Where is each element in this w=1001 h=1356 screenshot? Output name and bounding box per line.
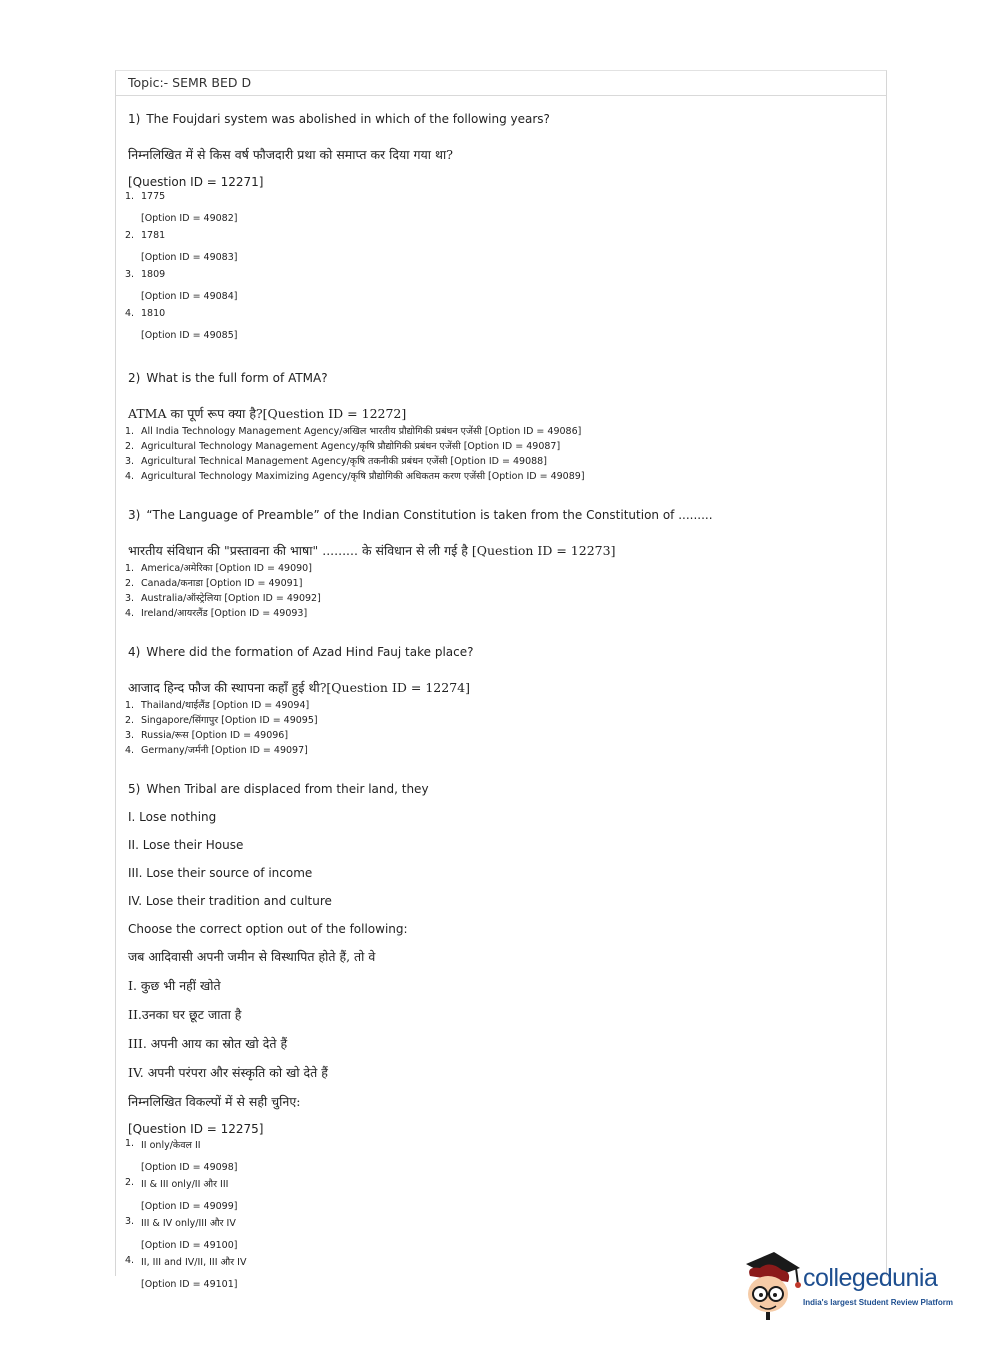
options-list bbox=[125, 698, 874, 758]
option-id: [Option ID = 49100] bbox=[141, 1240, 238, 1251]
logo-tagline: India's largest Student Review Platform bbox=[803, 1298, 953, 1307]
question-4 bbox=[125, 645, 874, 758]
question-text-en: What is the full form of ATMA? bbox=[146, 371, 328, 385]
question-3 bbox=[125, 508, 874, 621]
question-number: 3) bbox=[128, 508, 141, 522]
option-item: 1. II only/केवल II [Option ID = 49098] bbox=[128, 1138, 874, 1177]
question-5 bbox=[125, 782, 874, 1294]
questions-content bbox=[116, 96, 886, 1294]
topic-header: Topic:- SEMR BED D bbox=[116, 71, 886, 96]
statement-hi: III. अपनी आय का स्रोत खो देते हैं bbox=[128, 1036, 288, 1051]
option-item: 1. All India Technology Management Agency/अखिल भारतीय प्रौद्योगिकी प्रबंधन एजेंसी [Option ID = 49086] bbox=[125, 426, 582, 437]
statement-en: IV. Lose their tradition and culture bbox=[128, 894, 332, 908]
statement-hi: IV. अपनी परंपरा और संस्कृति को खो देते हैं bbox=[128, 1065, 328, 1080]
question-text-hi: ATMA का पूर्ण रूप क्या है?[Question ID = 12272] bbox=[128, 406, 407, 421]
option-item: 2. Singapore/सिंगापुर [Option ID = 49095] bbox=[125, 715, 318, 726]
options-list bbox=[125, 191, 874, 347]
option-item: 1. America/अमेरिका [Option ID = 49090] bbox=[125, 563, 312, 574]
question-number: 5) bbox=[128, 782, 141, 796]
instruction-hi: निम्नलिखित विकल्पों में से सही चुनिए: bbox=[128, 1094, 301, 1109]
option-item: 4. Agricultural Technology Maximizing Agency/कृषि प्रौद्योगिकी अधिकतम करण एजेंसी [Option ID = 49089] bbox=[125, 471, 585, 482]
collegedunia-logo[interactable] bbox=[740, 1250, 970, 1322]
option-item: 4. II, III and IV/II, III और IV [Option ID = 49101] bbox=[128, 1255, 874, 1294]
question-text-en: Where did the formation of Azad Hind Fauj take place? bbox=[146, 645, 474, 659]
question-text-en: When Tribal are displaced from their land, they bbox=[146, 782, 429, 796]
option-item: 2. 1781 [Option ID = 49083] bbox=[128, 230, 874, 269]
question-number: 2) bbox=[128, 371, 141, 385]
option-id: [Option ID = 49099] bbox=[141, 1201, 238, 1212]
option-item: 2. Canada/कनाडा [Option ID = 49091] bbox=[125, 578, 303, 589]
option-id: [Option ID = 49085] bbox=[141, 330, 238, 341]
logo-wordmark: collegedunia bbox=[803, 1264, 938, 1292]
statement-en: I. Lose nothing bbox=[128, 810, 217, 824]
question-2 bbox=[125, 371, 874, 484]
option-item: 1. Thailand/थाईलैंड [Option ID = 49094] bbox=[125, 700, 310, 711]
question-text-en: The Foujdari system was abolished in which of the following years? bbox=[146, 112, 550, 126]
instruction-en: Choose the correct option out of the following: bbox=[128, 922, 408, 936]
option-item: 4. 1810 [Option ID = 49085] bbox=[128, 308, 874, 347]
question-id: [Question ID = 12271] bbox=[128, 175, 264, 189]
option-id: [Option ID = 49083] bbox=[141, 252, 238, 263]
statement-en: III. Lose their source of income bbox=[128, 866, 313, 880]
options-list bbox=[125, 561, 874, 621]
option-item: 3. Agricultural Technical Management Agency/कृषि तकनीकी प्रबंधन एजेंसी [Option ID = 49088] bbox=[125, 456, 547, 467]
question-number: 1) bbox=[128, 112, 141, 126]
option-id: [Option ID = 49082] bbox=[141, 213, 238, 224]
option-id: [Option ID = 49098] bbox=[141, 1162, 238, 1173]
question-1 bbox=[125, 112, 874, 347]
option-item: 3. III & IV only/III और IV [Option ID = 49100] bbox=[128, 1216, 874, 1255]
question-number: 4) bbox=[128, 645, 141, 659]
option-id: [Option ID = 49101] bbox=[141, 1279, 238, 1290]
option-item: 2. Agricultural Technology Management Agency/कृषि प्रौद्योगिकी प्रबंधन एजेंसी [Option ID = 49087] bbox=[125, 441, 561, 452]
option-item: 3. Australia/ऑस्ट्रेलिया [Option ID = 49092] bbox=[125, 593, 321, 604]
question-text-hi: निम्नलिखित में से किस वर्ष फौजदारी प्रथा को समाप्त कर दिया गया था? bbox=[128, 147, 453, 162]
options-list bbox=[125, 424, 874, 484]
option-item: 3. 1809 [Option ID = 49084] bbox=[128, 269, 874, 308]
option-item: 4. Germany/जर्मनी [Option ID = 49097] bbox=[125, 745, 308, 756]
statement-hi: II.उनका घर छूट जाता है bbox=[128, 1007, 242, 1022]
option-item: 4. Ireland/आयरलैंड [Option ID = 49093] bbox=[125, 608, 308, 619]
statement-hi: जब आदिवासी अपनी जमीन से विस्थापित होते हैं, तो वे bbox=[128, 949, 376, 964]
option-item: 3. Russia/रूस [Option ID = 49096] bbox=[125, 730, 289, 741]
question-text-hi: आजाद हिन्द फौज की स्थापना कहाँ हुई थी?[Question ID = 12274] bbox=[128, 680, 470, 695]
mascot-icon bbox=[740, 1250, 802, 1320]
option-id: [Option ID = 49084] bbox=[141, 291, 238, 302]
statement-en: II. Lose their House bbox=[128, 838, 244, 852]
statement-hi: I. कुछ भी नहीं खोते bbox=[128, 978, 221, 993]
question-id: [Question ID = 12275] bbox=[128, 1122, 264, 1136]
option-item: 2. II & III only/II और III [Option ID = 49099] bbox=[128, 1177, 874, 1216]
option-item: 1. 1775 [Option ID = 49082] bbox=[128, 191, 874, 230]
question-text-en: “The Language of Preamble” of the Indian Constitution is taken from the Constitution of ......... bbox=[146, 508, 713, 522]
question-text-hi: भारतीय संविधान की "प्रस्तावना की भाषा" ......... के संविधान से ली गई है [Question ID = 12273] bbox=[128, 543, 616, 558]
